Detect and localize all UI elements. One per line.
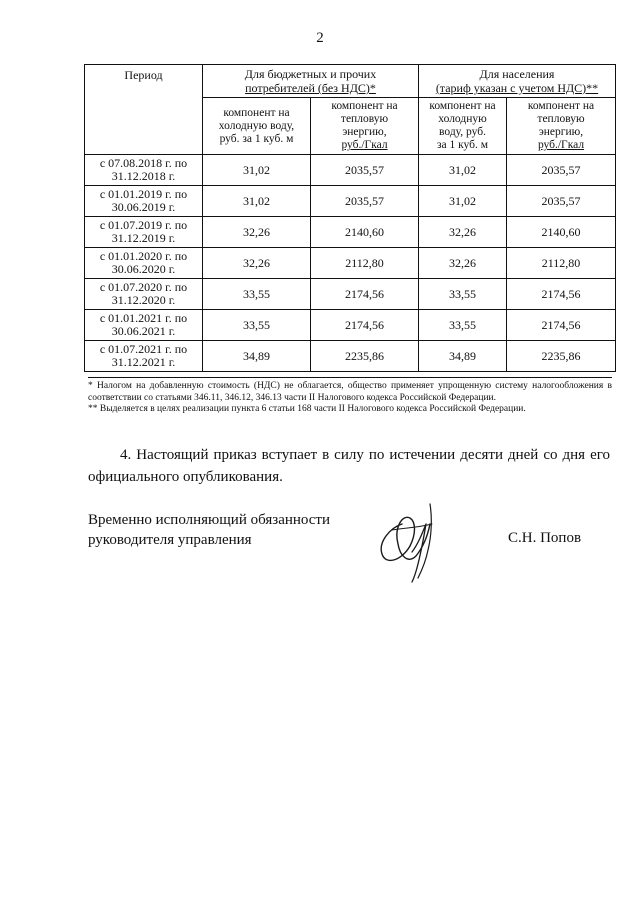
cold-budget-cell: 32,26	[203, 217, 311, 248]
cold-population-cell: 32,26	[419, 217, 507, 248]
table-row	[85, 155, 616, 186]
cold-budget-cell: 32,26	[203, 248, 311, 279]
period-cell: с 01.01.2021 г. по 30.06.2021 г.	[85, 310, 203, 341]
heat-budget-cell: 2174,56	[311, 310, 419, 341]
cold-population-cell: 34,89	[419, 341, 507, 372]
cold-budget-cell: 33,55	[203, 310, 311, 341]
table-row	[85, 248, 616, 279]
period-cell: с 07.08.2018 г. по 31.12.2018 г.	[85, 155, 203, 186]
period-cell: с 01.07.2020 г. по 31.12.2020 г.	[85, 279, 203, 310]
signer-name: С.Н. Попов	[508, 530, 582, 546]
header-period: Период	[85, 65, 203, 155]
cold-population-cell: 32,26	[419, 248, 507, 279]
footnote-allocated: ** Выделяется в целях реализации пункта 6 статьи 168 части II Налогового кодекса Российской Федерации.	[88, 404, 526, 414]
footnotes	[88, 377, 612, 416]
cold-population-cell: 33,55	[419, 310, 507, 341]
table-row	[85, 310, 616, 341]
clause-4: 4. Настоящий приказ вступает в силу по истечении десяти дней со дня его официального опубликования.	[88, 447, 610, 485]
heat-population-cell: 2140,60	[507, 217, 616, 248]
period-cell: с 01.07.2019 г. по 31.12.2019 г.	[85, 217, 203, 248]
cold-population-cell: 33,55	[419, 279, 507, 310]
table-row	[85, 186, 616, 217]
table-row	[85, 279, 616, 310]
cold-budget-cell: 33,55	[203, 279, 311, 310]
heat-budget-cell: 2235,86	[311, 341, 419, 372]
header-cold-water-population: компонент на холодную воду, руб. за 1 куб. м	[419, 98, 507, 155]
signer-position: Временно исполняющий обязанности руководителя управления	[88, 512, 331, 548]
heat-population-cell: 2112,80	[507, 248, 616, 279]
cold-budget-cell: 34,89	[203, 341, 311, 372]
page-number: 2	[316, 30, 324, 46]
heat-population-cell: 2235,86	[507, 341, 616, 372]
tariff-table	[84, 64, 616, 372]
header-cold-water-budget: компонент на холодную воду, руб. за 1 куб. м	[203, 98, 311, 155]
heat-budget-cell: 2035,57	[311, 186, 419, 217]
header-thermal-population: компонент на тепловую энергию, руб./Гкал	[507, 98, 616, 155]
heat-population-cell: 2035,57	[507, 186, 616, 217]
heat-budget-cell: 2035,57	[311, 155, 419, 186]
heat-population-cell: 2174,56	[507, 279, 616, 310]
heat-budget-cell: 2140,60	[311, 217, 419, 248]
header-population-group: Для населения (тариф указан с учетом НДС)**	[419, 65, 616, 98]
period-cell: с 01.01.2020 г. по 30.06.2020 г.	[85, 248, 203, 279]
period-cell: с 01.01.2019 г. по 30.06.2019 г.	[85, 186, 203, 217]
cold-budget-cell: 31,02	[203, 186, 311, 217]
heat-population-cell: 2174,56	[507, 310, 616, 341]
heat-budget-cell: 2112,80	[311, 248, 419, 279]
footnote-vat: * Налогом на добавленную стоимость (НДС) не облагается, общество применяет упрощенную систему налогообложения в соответствии со статьями 346.11, 346.12, 346.13 части II Налогового кодекса Российской Федерации.	[88, 381, 612, 403]
table-row	[85, 341, 616, 372]
header-thermal-budget: компонент на тепловую энергию, руб./Гкал	[311, 98, 419, 155]
cold-population-cell: 31,02	[419, 155, 507, 186]
handwritten-signature-icon	[372, 494, 452, 584]
header-budget-group: Для бюджетных и прочих потребителей (без НДС)*	[203, 65, 419, 98]
heat-population-cell: 2035,57	[507, 155, 616, 186]
period-cell: с 01.07.2021 г. по 31.12.2021 г.	[85, 341, 203, 372]
heat-budget-cell: 2174,56	[311, 279, 419, 310]
cold-population-cell: 31,02	[419, 186, 507, 217]
table-row	[85, 217, 616, 248]
cold-budget-cell: 31,02	[203, 155, 311, 186]
